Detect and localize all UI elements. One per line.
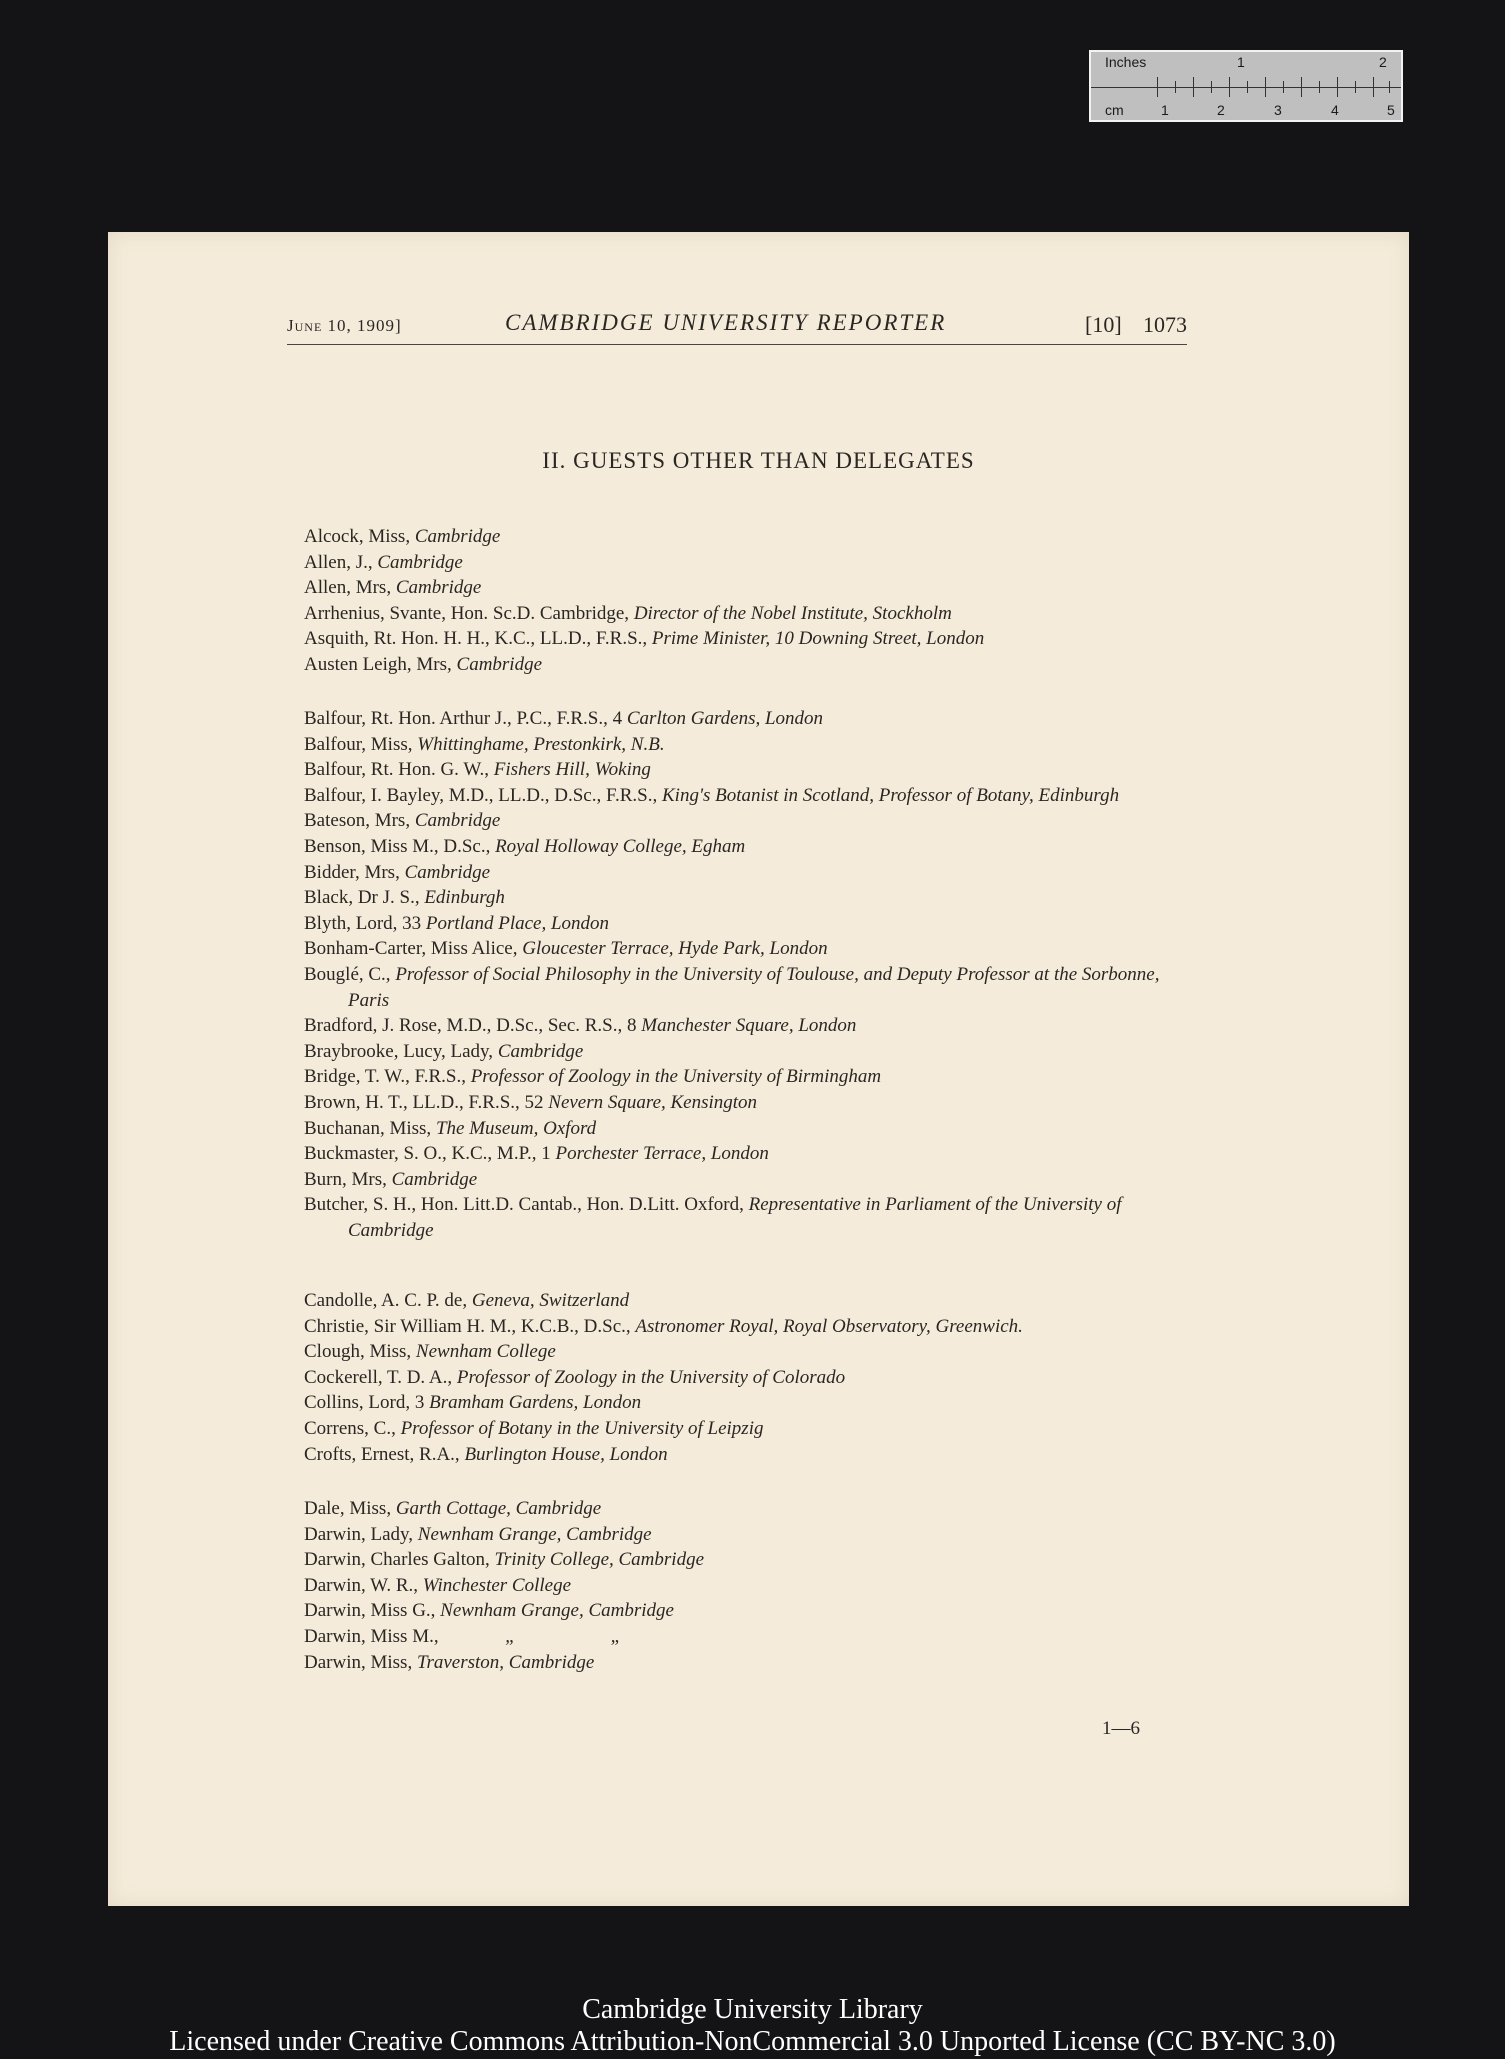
list-item: Darwin, Miss M., „ „: [304, 1625, 622, 1647]
list-item: Allen, Mrs, Cambridge: [304, 577, 482, 599]
guest-list-b: [304, 706, 1192, 1243]
scale-tick: [1373, 77, 1374, 97]
cm-label: cm: [1105, 102, 1124, 118]
cm-mark-2: 2: [1217, 102, 1225, 118]
list-item: Christie, Sir William H. M., K.C.B., D.Sc., Astronomer Royal, Royal Observatory, Greenwich.: [304, 1315, 1023, 1337]
list-item: Balfour, Rt. Hon. G. W., Fishers Hill, Woking: [304, 759, 651, 781]
list-item: Arrhenius, Svante, Hon. Sc.D. Cambridge, Director of the Nobel Institute, Stockholm: [304, 602, 952, 624]
list-item: Darwin, Lady, Newnham Grange, Cambridge: [304, 1523, 652, 1545]
list-item: Brown, H. T., LL.D., F.R.S., 52 Nevern Square, Kensington: [304, 1091, 758, 1113]
guest-list-d: [304, 1496, 1192, 1675]
list-item: Bonham-Carter, Miss Alice, Gloucester Terrace, Hyde Park, London: [304, 938, 828, 960]
scale-tick: [1157, 77, 1158, 97]
cm-mark-1: 1: [1161, 102, 1169, 118]
license-footer: [0, 1994, 1505, 2058]
list-item: Buckmaster, S. O., K.C., M.P., 1 Porchester Terrace, London: [304, 1143, 769, 1165]
list-item: Bateson, Mrs, Cambridge: [304, 810, 501, 832]
list-item: Braybrooke, Lucy, Lady, Cambridge: [304, 1040, 584, 1062]
list-item: Allen, J., Cambridge: [304, 551, 463, 573]
list-item: Darwin, Miss G., Newnham Grange, Cambridge: [304, 1600, 674, 1622]
inch-mark-2: 2: [1379, 54, 1387, 70]
scale-tick: [1355, 81, 1356, 93]
header-date: June 10, 1909]: [287, 316, 402, 335]
list-item: Benson, Miss M., D.Sc., Royal Holloway College, Egham: [304, 835, 746, 857]
scale-tick: [1319, 81, 1320, 93]
list-item: Burn, Mrs, Cambridge: [304, 1168, 478, 1190]
list-item: Alcock, Miss, Cambridge: [304, 526, 501, 547]
guest-list-a: [304, 524, 1192, 678]
list-item: Correns, C., Professor of Botany in the University of Leipzig: [304, 1417, 764, 1439]
list-item: Darwin, Charles Galton, Trinity College, Cambridge: [304, 1549, 705, 1571]
signature-mark: 1—6: [1102, 1718, 1140, 1739]
license-text: Licensed under Creative Commons Attribution-NonCommercial 3.0 Unported License (CC BY-NC 3.0): [169, 2026, 1336, 2057]
measurement-scale: [1089, 50, 1403, 122]
list-item: Bidder, Mrs, Cambridge: [304, 861, 491, 883]
inches-label: Inches: [1105, 54, 1147, 70]
list-item: Darwin, W. R., Winchester College: [304, 1574, 572, 1596]
list-item: Black, Dr J. S., Edinburgh: [304, 887, 505, 909]
scale-tick: [1265, 77, 1266, 97]
guest-list-c: [304, 1288, 1192, 1467]
cm-mark-4: 4: [1331, 102, 1339, 118]
list-item: Asquith, Rt. Hon. H. H., K.C., LL.D., F.R.S., Prime Minister, 10 Downing Street, London: [304, 628, 985, 650]
scale-tick: [1175, 81, 1176, 93]
list-item: Collins, Lord, 3 Bramham Gardens, London: [304, 1392, 642, 1414]
list-item: Clough, Miss, Newnham College: [304, 1341, 556, 1363]
cm-mark-3: 3: [1274, 102, 1282, 118]
section-title: II. GUESTS OTHER THAN DELEGATES: [542, 448, 975, 473]
scale-tick: [1283, 81, 1284, 93]
list-item: Bradford, J. Rose, M.D., D.Sc., Sec. R.S., 8 Manchester Square, London: [304, 1015, 857, 1037]
list-item: Balfour, Rt. Hon. Arthur J., P.C., F.R.S., 4 Carlton Gardens, London: [304, 708, 824, 729]
section-number: [10]: [1085, 312, 1122, 337]
scale-tick: [1211, 81, 1212, 93]
list-item: Austen Leigh, Mrs, Cambridge: [304, 653, 543, 675]
list-item: Cockerell, T. D. A., Professor of Zoology in the University of Colorado: [304, 1366, 846, 1388]
scale-tick: [1389, 81, 1390, 93]
list-item: Candolle, A. C. P. de, Geneva, Switzerland: [304, 1290, 630, 1311]
list-item: Blyth, Lord, 33 Portland Place, London: [304, 912, 610, 934]
journal-title: CAMBRIDGE UNIVERSITY REPORTER: [505, 310, 947, 335]
list-item: Balfour, Miss, Whittinghame, Prestonkirk, N.B.: [304, 733, 665, 755]
library-credit: Cambridge University Library: [582, 1994, 923, 2025]
list-item: Bouglé, C., Professor of Social Philosophy in the University of Toulouse, and Deputy Professor at the Sorbonne, Paris: [304, 963, 1160, 1011]
scale-tick: [1247, 81, 1248, 93]
list-item: Butcher, S. H., Hon. Litt.D. Cantab., Hon. D.Litt. Oxford, Representative in Parliament of the University of Cambridge: [304, 1194, 1122, 1241]
list-item: Balfour, I. Bayley, M.D., LL.D., D.Sc., F.R.S., King's Botanist in Scotland, Professor of Botany, Edinburgh: [304, 784, 1120, 806]
cm-mark-5: 5: [1387, 102, 1395, 118]
scale-tick: [1301, 77, 1302, 97]
list-item: Bridge, T. W., F.R.S., Professor of Zoology in the University of Birmingham: [304, 1066, 882, 1088]
list-item: Darwin, Miss, Traverston, Cambridge: [304, 1651, 595, 1673]
header-rule: [287, 344, 1187, 345]
scale-tick: [1193, 77, 1194, 97]
list-item: Buchanan, Miss, The Museum, Oxford: [304, 1117, 597, 1139]
list-item: Dale, Miss, Garth Cottage, Cambridge: [304, 1498, 602, 1519]
scale-tick: [1229, 77, 1230, 97]
scale-tick: [1337, 77, 1338, 97]
page-number: 1073: [1143, 312, 1187, 337]
list-item: Crofts, Ernest, R.A., Burlington House, London: [304, 1443, 668, 1465]
running-header: [177, 308, 1187, 344]
inch-mark-1: 1: [1237, 54, 1245, 70]
